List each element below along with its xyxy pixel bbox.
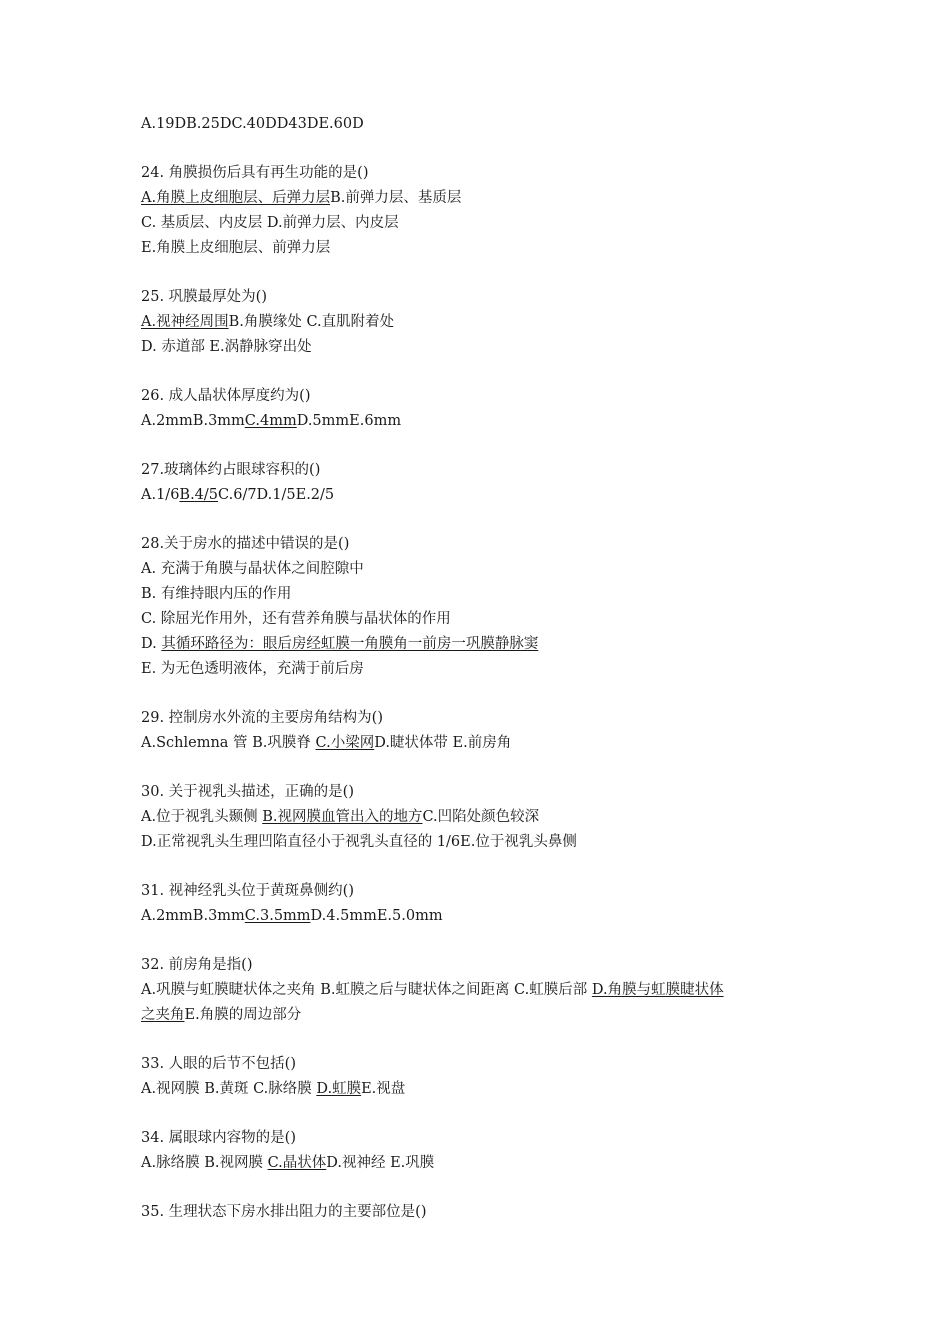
question-25-block xyxy=(141,285,821,360)
q23-options: A.19DB.25DC.40DD43DE.60D xyxy=(141,116,364,132)
q29-options-post: D.睫状体带 E.前房角 xyxy=(374,735,512,751)
q33-correct-answer: D.虹膜 xyxy=(316,1081,362,1097)
q24-options-rest: B.前弹力层、基质层 xyxy=(330,190,462,206)
q34-options-post: D.视神经 E.巩膜 xyxy=(326,1155,435,1171)
document-page xyxy=(141,112,821,1249)
q29-stem: 29. 控制房水外流的主要房角结构为() xyxy=(141,710,383,726)
q28-option-c: C. 除屈光作用外，还有营养角膜与晶状体的作用 xyxy=(141,611,451,627)
q28-option-d-label: D. xyxy=(141,636,162,652)
q24-options-line-2: C. 基质层、内皮层 D.前弹力层、内皮层 xyxy=(141,215,399,231)
question-28-block xyxy=(141,532,821,682)
question-35-block xyxy=(141,1200,821,1225)
q25-options-line-2: D. 赤道部 E.涡静脉穿出处 xyxy=(141,339,312,355)
q25-options-line-1 xyxy=(141,310,821,335)
q27-options-pre: A.1/6 xyxy=(141,487,180,503)
q29-options xyxy=(141,731,821,756)
q26-options-pre: A.2mmB.3mm xyxy=(141,413,245,429)
q29-options-pre: A.Schlemna 管 B.巩膜脊 xyxy=(141,735,316,751)
q33-stem: 33. 人眼的后节不包括() xyxy=(141,1056,296,1072)
question-30-block xyxy=(141,780,821,855)
q30-options-line-1 xyxy=(141,805,821,830)
q31-options-post: D.4.5mmE.5.0mm xyxy=(310,908,443,924)
question-27-block xyxy=(141,458,821,508)
q33-options-pre: A.视网膜 B.黄斑 C.脉络膜 xyxy=(141,1081,317,1097)
q27-options-post: C.6/7D.1/5E.2/5 xyxy=(218,487,335,503)
question-33-block xyxy=(141,1052,821,1102)
q31-options-pre: A.2mmB.3mm xyxy=(141,908,245,924)
q35-stem: 35. 生理状态下房水排出阻力的主要部位是() xyxy=(141,1204,427,1220)
q26-options xyxy=(141,409,821,434)
q28-stem: 28.关于房水的描述中错误的是() xyxy=(141,536,350,552)
q30-options-post: C.凹陷处颜色较深 xyxy=(422,809,540,825)
q28-option-d xyxy=(141,632,821,657)
q25-correct-answer: A.视神经周围 xyxy=(141,314,229,330)
q30-options-pre: A.位于视乳头颞侧 xyxy=(141,809,263,825)
q24-options-line-3: E.角膜上皮细胞层、前弹力层 xyxy=(141,240,331,256)
q30-correct-answer: B.视网膜血管出入的地方 xyxy=(262,809,423,825)
q32-options-post: E.角膜的周边部分 xyxy=(184,1007,302,1023)
q25-stem: 25. 巩膜最厚处为() xyxy=(141,289,267,305)
q28-option-e: E. 为无色透明液体，充满于前后房 xyxy=(141,661,364,677)
q24-correct-answer: A.角膜上皮细胞层、后弹力层 xyxy=(141,190,331,206)
q28-option-a: A. 充满于角膜与晶状体之间腔隙中 xyxy=(141,561,364,577)
question-26-block xyxy=(141,384,821,434)
q30-options-line-2: D.正常视乳头生理凹陷直径小于视乳头直径的 1/6E.位于视乳头鼻侧 xyxy=(141,834,577,850)
question-23-block xyxy=(141,112,821,137)
q34-options xyxy=(141,1151,821,1176)
q28-option-b: B. 有维持眼内压的作用 xyxy=(141,586,292,602)
q34-options-pre: A.脉络膜 B.视网膜 xyxy=(141,1155,268,1171)
q32-options-line-2 xyxy=(141,1003,821,1028)
q33-options-post: E.视盘 xyxy=(361,1081,406,1097)
q24-options-line-1 xyxy=(141,186,821,211)
q32-correct-answer-part-1: D.角膜与虹膜睫状体 xyxy=(591,982,724,998)
q31-correct-answer: C.3.5mm xyxy=(244,908,311,924)
q25-options-rest: B.角膜缘处 C.直肌附着处 xyxy=(228,314,395,330)
q24-stem: 24. 角膜损伤后具有再生功能的是() xyxy=(141,165,369,181)
q27-correct-answer: B.4/5 xyxy=(179,487,219,503)
q34-correct-answer: C.晶状体 xyxy=(267,1155,327,1171)
q34-stem: 34. 属眼球内容物的是() xyxy=(141,1130,296,1146)
q27-stem: 27.玻璃体约占眼球容积的() xyxy=(141,462,321,478)
question-34-block xyxy=(141,1126,821,1176)
q31-stem: 31. 视神经乳头位于黄斑鼻侧约() xyxy=(141,883,354,899)
q27-options xyxy=(141,483,821,508)
question-31-block xyxy=(141,879,821,929)
q26-correct-answer: C.4mm xyxy=(244,413,297,429)
q30-stem: 30. 关于视乳头描述，正确的是() xyxy=(141,784,354,800)
q29-correct-answer: C.小梁网 xyxy=(315,735,375,751)
question-24-block xyxy=(141,161,821,261)
q26-options-post: D.5mmE.6mm xyxy=(296,413,402,429)
q26-stem: 26. 成人晶状体厚度约为() xyxy=(141,388,311,404)
q31-options xyxy=(141,904,821,929)
q32-stem: 32. 前房角是指() xyxy=(141,957,253,973)
q32-options-line-1 xyxy=(141,978,821,1003)
question-29-block xyxy=(141,706,821,756)
question-32-block xyxy=(141,953,821,1028)
q32-options-pre: A.巩膜与虹膜睫状体之夹角 B.虹膜之后与睫状体之间距离 C.虹膜后部 xyxy=(141,982,592,998)
q28-correct-answer: 其循环路径为：眼后房经虹膜一角膜角一前房一巩膜静脉窦 xyxy=(161,636,539,652)
q32-correct-answer-part-2: 之夹角 xyxy=(141,1007,185,1023)
q33-options xyxy=(141,1077,821,1102)
